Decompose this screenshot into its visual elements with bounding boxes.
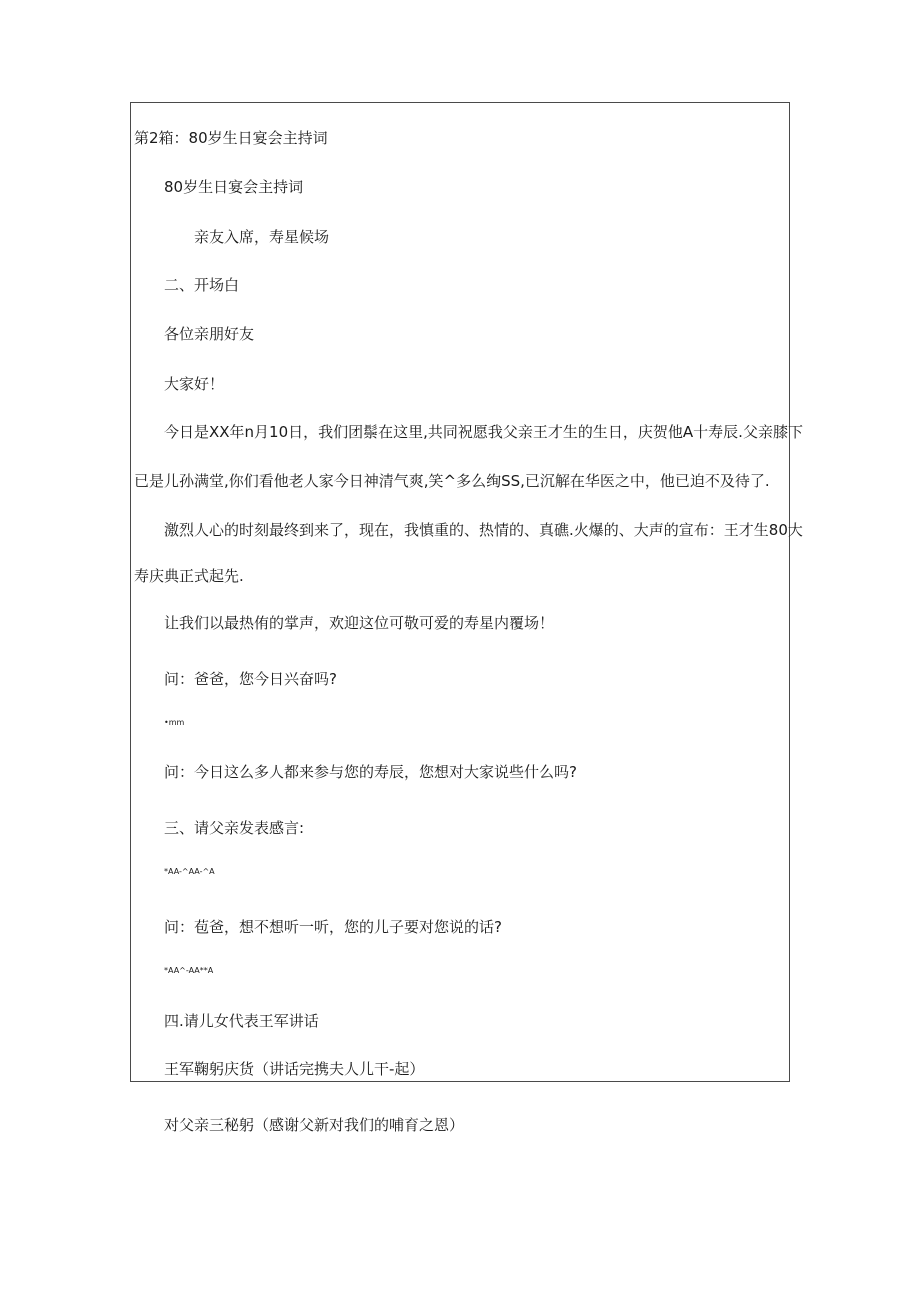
greeting-line: 大家好！ (164, 375, 225, 393)
question-line: 问：今日这么多人都来参与您的寿辰，您想对大家说些什么吗? (164, 763, 577, 781)
speech-title: 80岁生日宴会主持词 (164, 178, 304, 196)
paragraph-line: 王军鞠躬庆货（讲话完携夫人儿干-起） (164, 1060, 425, 1078)
answer-placeholder: *AA^-AA**A (164, 966, 214, 975)
opening-step: 亲友入席，寿星候场 (194, 228, 330, 246)
section-title: 第2箱：80岁生日宴会主持词 (134, 129, 328, 147)
answer-placeholder: *AA-^AA-^A (164, 867, 215, 876)
paragraph-line: 寿庆典正式起先. (134, 567, 244, 585)
question-line: 问：苞爸，想不想听一听，您的儿子要对您说的话? (164, 918, 502, 936)
section-heading-opening: 二、开场白 (164, 276, 240, 294)
section-heading: 四.请儿女代表王军讲话 (164, 1012, 319, 1030)
paragraph-line: 激烈人心的时刻最终到来了，现在，我慎重的、热情的、真礁.火爆的、大声的宣布：王才生80大 (164, 521, 803, 539)
paragraph-line: 对父亲三秘躬（感谢父新对我们的哺育之恩） (164, 1116, 465, 1134)
section-heading: 三、请父亲发表感言: (164, 819, 305, 837)
question-line: 问：爸爸，您今日兴奋吗? (164, 670, 337, 688)
paragraph-line: 今日是XX年n月10日，我们团鬃在这里,共同祝愿我父亲王才生的生日，庆贺他A十寿辰.父亲膝下 (164, 423, 803, 441)
paragraph-line: 已是儿孙满堂,你们看他老人家今日神清气爽,笑^多么绚SS,已沉解在华医之中，他已迫不及待了. (134, 472, 770, 490)
paragraph-line: 让我们以最热侑的掌声，欢迎这位可敬可爱的寿星内覆场！ (164, 614, 555, 632)
greeting-line: 各位亲朋好友 (164, 325, 255, 343)
answer-placeholder: •mm (164, 718, 185, 727)
